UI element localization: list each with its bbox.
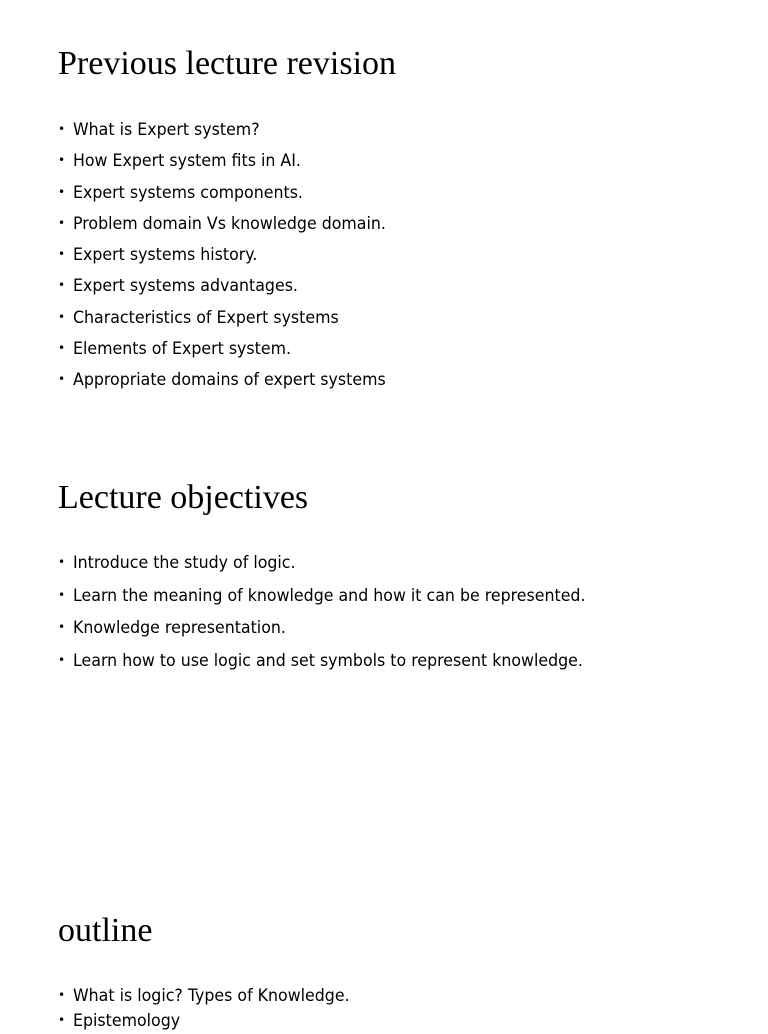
- bullet-icon: •: [58, 652, 66, 667]
- list-item: [58, 983, 370, 1008]
- bullet-list: [58, 117, 410, 399]
- bullet-icon: •: [58, 372, 66, 387]
- list-item: [58, 305, 410, 336]
- bullet-icon: •: [58, 122, 66, 136]
- bullet-icon: •: [58, 1013, 66, 1027]
- list-item-text: Characteristics of Expert systems: [73, 307, 339, 328]
- bullet-icon: •: [58, 247, 66, 262]
- list-item: [58, 615, 624, 648]
- list-item: [58, 1008, 370, 1033]
- list-item: [58, 273, 410, 304]
- bullet-list: [58, 983, 370, 1033]
- list-item-text: Expert systems advantages.: [73, 276, 298, 297]
- list-item-text: Knowledge representation.: [73, 618, 286, 638]
- list-item-text: Introduce the study of logic.: [73, 553, 296, 573]
- bullet-icon: •: [58, 309, 66, 324]
- list-item: [58, 211, 410, 242]
- list-item-text: What is Expert system?: [73, 120, 260, 140]
- bullet-icon: •: [58, 184, 66, 199]
- bullet-icon: •: [58, 153, 66, 168]
- list-item-text: Epistemology: [73, 1011, 181, 1031]
- list-item: [58, 117, 410, 148]
- list-item-text: Expert systems history.: [73, 245, 258, 266]
- list-item-text: Elements of Expert system.: [73, 339, 291, 360]
- list-item-text: What is logic? Types of Knowledge.: [73, 986, 350, 1006]
- list-item-text: Expert systems components.: [73, 182, 303, 203]
- list-item: [58, 648, 624, 681]
- slide-title: Previous lecture revision: [58, 45, 397, 82]
- list-item: [58, 583, 624, 616]
- list-item-text: Problem domain Vs knowledge domain.: [73, 213, 386, 234]
- list-item: [58, 367, 410, 398]
- list-item-text: Learn how to use logic and set symbols to represent knowledge.: [73, 650, 583, 671]
- list-item: [58, 148, 410, 179]
- list-item: [58, 336, 410, 367]
- list-item-text: Learn the meaning of knowledge and how it can be represented.: [73, 585, 586, 606]
- slide-title: outline: [58, 912, 153, 949]
- list-item: [58, 242, 410, 273]
- list-item-text: How Expert system fits in AI.: [73, 151, 301, 172]
- bullet-icon: •: [58, 555, 66, 569]
- list-item: [58, 180, 410, 211]
- bullet-icon: •: [58, 587, 66, 602]
- list-item-text: Appropriate domains of expert systems: [73, 370, 386, 391]
- bullet-icon: •: [58, 620, 66, 634]
- bullet-icon: •: [58, 341, 66, 356]
- list-item: [58, 550, 624, 583]
- bullet-icon: •: [58, 215, 66, 230]
- bullet-icon: •: [58, 278, 66, 293]
- bullet-list: [58, 550, 624, 680]
- slide-title: Lecture objectives: [58, 479, 309, 516]
- bullet-icon: •: [58, 988, 66, 1002]
